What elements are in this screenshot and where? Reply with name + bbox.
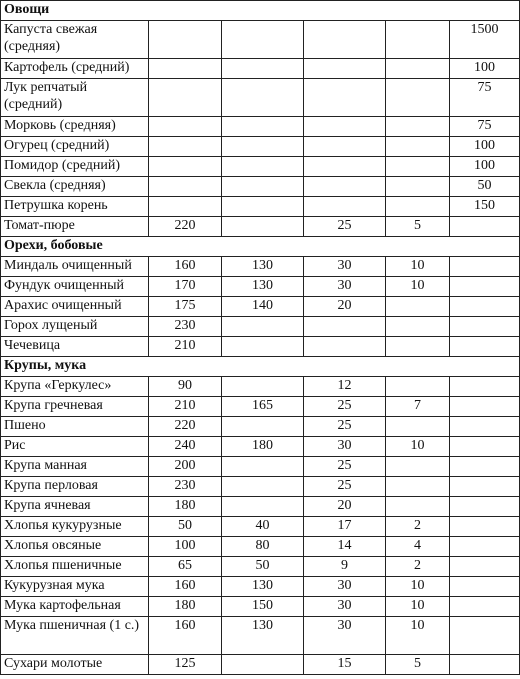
value-cell: 80 xyxy=(222,537,304,557)
value-cell: 30 xyxy=(304,437,386,457)
value-cell: 40 xyxy=(222,517,304,537)
value-cell: 240 xyxy=(149,437,222,457)
table-row xyxy=(1,217,520,237)
value-cell: 150 xyxy=(450,197,520,217)
value-cell xyxy=(386,377,450,397)
value-cell xyxy=(450,217,520,237)
value-cell: 30 xyxy=(304,617,386,655)
value-cell xyxy=(450,437,520,457)
value-cell: 180 xyxy=(149,497,222,517)
table-row xyxy=(1,557,520,577)
value-cell xyxy=(222,317,304,337)
value-cell xyxy=(450,457,520,477)
value-cell: 2 xyxy=(386,517,450,537)
value-cell: 100 xyxy=(450,137,520,157)
value-cell: 130 xyxy=(222,277,304,297)
table-row xyxy=(1,277,520,297)
value-cell: 175 xyxy=(149,297,222,317)
product-name-cell: Огурец (средний) xyxy=(1,137,149,157)
product-name-cell: Помидор (средний) xyxy=(1,157,149,177)
product-name-cell: Крупа перловая xyxy=(1,477,149,497)
value-cell xyxy=(386,197,450,217)
table-row xyxy=(1,257,520,277)
value-cell: 180 xyxy=(149,597,222,617)
value-cell xyxy=(386,457,450,477)
table-row xyxy=(1,655,520,675)
product-name-cell: Томат-пюре xyxy=(1,217,149,237)
value-cell xyxy=(222,197,304,217)
value-cell: 10 xyxy=(386,277,450,297)
value-cell: 210 xyxy=(149,397,222,417)
value-cell xyxy=(450,497,520,517)
value-cell xyxy=(222,117,304,137)
value-cell: 15 xyxy=(304,655,386,675)
product-name-cell: Картофель (средний) xyxy=(1,59,149,79)
product-name-cell: Хлопья овсяные xyxy=(1,537,149,557)
value-cell xyxy=(222,457,304,477)
value-cell: 130 xyxy=(222,257,304,277)
value-cell: 10 xyxy=(386,577,450,597)
table-row xyxy=(1,597,520,617)
value-cell xyxy=(304,79,386,117)
value-cell: 200 xyxy=(149,457,222,477)
value-cell xyxy=(450,557,520,577)
table-body xyxy=(1,1,520,675)
section-title: Овощи xyxy=(1,1,520,21)
table-row xyxy=(1,197,520,217)
value-cell xyxy=(222,655,304,675)
value-cell xyxy=(450,655,520,675)
value-cell: 5 xyxy=(386,655,450,675)
table-row xyxy=(1,117,520,137)
value-cell xyxy=(222,337,304,357)
table-row xyxy=(1,21,520,59)
section-title: Орехи, бобовые xyxy=(1,237,520,257)
value-cell: 50 xyxy=(450,177,520,197)
table-row xyxy=(1,417,520,437)
product-name-cell: Миндаль очищенный xyxy=(1,257,149,277)
value-cell xyxy=(222,177,304,197)
value-cell: 1500 xyxy=(450,21,520,59)
value-cell xyxy=(450,257,520,277)
value-cell: 230 xyxy=(149,317,222,337)
value-cell: 180 xyxy=(222,437,304,457)
value-cell: 160 xyxy=(149,577,222,597)
table-row xyxy=(1,397,520,417)
value-cell xyxy=(222,157,304,177)
value-cell: 50 xyxy=(222,557,304,577)
value-cell xyxy=(450,337,520,357)
product-name-cell: Мука пшеничная (1 с.) xyxy=(1,617,149,655)
table-row xyxy=(1,337,520,357)
value-cell xyxy=(304,59,386,79)
table-row xyxy=(1,457,520,477)
value-cell: 65 xyxy=(149,557,222,577)
value-cell: 17 xyxy=(304,517,386,537)
section-title: Крупы, мука xyxy=(1,357,520,377)
product-name-cell: Крупа «Геркулес» xyxy=(1,377,149,397)
value-cell xyxy=(149,177,222,197)
section-header-row xyxy=(1,357,520,377)
value-cell xyxy=(222,79,304,117)
value-cell: 125 xyxy=(149,655,222,675)
table-row xyxy=(1,437,520,457)
value-cell xyxy=(386,417,450,437)
value-cell xyxy=(386,117,450,137)
product-name-cell: Рис xyxy=(1,437,149,457)
value-cell xyxy=(222,477,304,497)
product-name-cell: Морковь (средняя) xyxy=(1,117,149,137)
value-cell xyxy=(304,337,386,357)
section-header-row xyxy=(1,237,520,257)
value-cell xyxy=(450,277,520,297)
product-name-cell: Крупа манная xyxy=(1,457,149,477)
value-cell: 160 xyxy=(149,617,222,655)
value-cell: 100 xyxy=(450,59,520,79)
value-cell: 2 xyxy=(386,557,450,577)
value-cell xyxy=(386,497,450,517)
value-cell: 170 xyxy=(149,277,222,297)
value-cell: 5 xyxy=(386,217,450,237)
value-cell xyxy=(222,497,304,517)
value-cell xyxy=(304,21,386,59)
value-cell xyxy=(304,137,386,157)
product-name-cell: Петрушка корень xyxy=(1,197,149,217)
table-row xyxy=(1,79,520,117)
table-row xyxy=(1,177,520,197)
value-cell xyxy=(304,177,386,197)
value-cell: 160 xyxy=(149,257,222,277)
product-name-cell: Капуста свежая (средняя) xyxy=(1,21,149,59)
product-name-cell: Свекла (средняя) xyxy=(1,177,149,197)
value-cell: 75 xyxy=(450,117,520,137)
table-row xyxy=(1,157,520,177)
value-cell: 20 xyxy=(304,497,386,517)
value-cell xyxy=(450,377,520,397)
table-row xyxy=(1,617,520,655)
table-row xyxy=(1,477,520,497)
value-cell xyxy=(304,197,386,217)
value-cell: 140 xyxy=(222,297,304,317)
section-header-row xyxy=(1,1,520,21)
product-name-cell: Крупа гречневая xyxy=(1,397,149,417)
value-cell xyxy=(450,397,520,417)
value-cell xyxy=(450,317,520,337)
product-name-cell: Пшено xyxy=(1,417,149,437)
value-cell: 20 xyxy=(304,297,386,317)
value-cell xyxy=(149,157,222,177)
value-cell: 130 xyxy=(222,617,304,655)
value-cell: 25 xyxy=(304,417,386,437)
value-cell xyxy=(386,59,450,79)
value-cell xyxy=(222,59,304,79)
value-cell: 30 xyxy=(304,257,386,277)
value-cell: 7 xyxy=(386,397,450,417)
product-name-cell: Кукурузная мука xyxy=(1,577,149,597)
value-cell: 10 xyxy=(386,597,450,617)
value-cell: 25 xyxy=(304,217,386,237)
value-cell xyxy=(450,417,520,437)
table-row xyxy=(1,297,520,317)
value-cell: 10 xyxy=(386,257,450,277)
value-cell: 100 xyxy=(450,157,520,177)
value-cell: 50 xyxy=(149,517,222,537)
value-cell: 220 xyxy=(149,417,222,437)
value-cell xyxy=(386,337,450,357)
value-cell: 90 xyxy=(149,377,222,397)
value-cell xyxy=(450,517,520,537)
product-name-cell: Лук репчатый (средний) xyxy=(1,79,149,117)
value-cell xyxy=(149,197,222,217)
value-cell: 220 xyxy=(149,217,222,237)
value-cell xyxy=(304,317,386,337)
value-cell: 10 xyxy=(386,617,450,655)
value-cell xyxy=(450,297,520,317)
table-row xyxy=(1,377,520,397)
value-cell: 14 xyxy=(304,537,386,557)
value-cell xyxy=(450,577,520,597)
value-cell: 210 xyxy=(149,337,222,357)
product-name-cell: Крупа ячневая xyxy=(1,497,149,517)
value-cell xyxy=(222,217,304,237)
value-cell: 130 xyxy=(222,577,304,597)
value-cell xyxy=(386,79,450,117)
table-row xyxy=(1,59,520,79)
value-cell xyxy=(450,477,520,497)
product-name-cell: Мука картофельная xyxy=(1,597,149,617)
value-cell: 25 xyxy=(304,477,386,497)
product-name-cell: Фундук очищенный xyxy=(1,277,149,297)
table-row xyxy=(1,517,520,537)
value-cell xyxy=(222,137,304,157)
value-cell: 25 xyxy=(304,457,386,477)
value-cell xyxy=(386,137,450,157)
table-row xyxy=(1,577,520,597)
value-cell: 12 xyxy=(304,377,386,397)
table-row xyxy=(1,317,520,337)
value-cell: 150 xyxy=(222,597,304,617)
value-cell: 4 xyxy=(386,537,450,557)
product-name-cell: Арахис очищенный xyxy=(1,297,149,317)
value-cell xyxy=(222,377,304,397)
value-cell: 30 xyxy=(304,277,386,297)
value-cell xyxy=(386,297,450,317)
table-row xyxy=(1,137,520,157)
value-cell: 75 xyxy=(450,79,520,117)
value-cell xyxy=(386,21,450,59)
table-row xyxy=(1,497,520,517)
value-cell: 165 xyxy=(222,397,304,417)
value-cell: 230 xyxy=(149,477,222,497)
value-cell xyxy=(450,537,520,557)
product-name-cell: Сухари молотые xyxy=(1,655,149,675)
value-cell: 100 xyxy=(149,537,222,557)
value-cell xyxy=(386,317,450,337)
value-cell xyxy=(304,157,386,177)
product-name-cell: Хлопья кукурузные xyxy=(1,517,149,537)
value-cell xyxy=(386,177,450,197)
value-cell xyxy=(149,137,222,157)
value-cell xyxy=(450,597,520,617)
value-cell xyxy=(386,157,450,177)
value-cell: 25 xyxy=(304,397,386,417)
value-cell xyxy=(304,117,386,137)
product-name-cell: Чечевица xyxy=(1,337,149,357)
value-cell xyxy=(149,117,222,137)
product-name-cell: Горох лущеный xyxy=(1,317,149,337)
value-cell: 30 xyxy=(304,577,386,597)
value-cell xyxy=(222,417,304,437)
value-cell xyxy=(149,79,222,117)
value-cell: 30 xyxy=(304,597,386,617)
value-cell xyxy=(222,21,304,59)
value-cell xyxy=(450,617,520,655)
product-name-cell: Хлопья пшеничные xyxy=(1,557,149,577)
value-cell xyxy=(149,59,222,79)
value-cell: 10 xyxy=(386,437,450,457)
table-row xyxy=(1,537,520,557)
value-cell: 9 xyxy=(304,557,386,577)
value-cell xyxy=(149,21,222,59)
value-cell xyxy=(386,477,450,497)
